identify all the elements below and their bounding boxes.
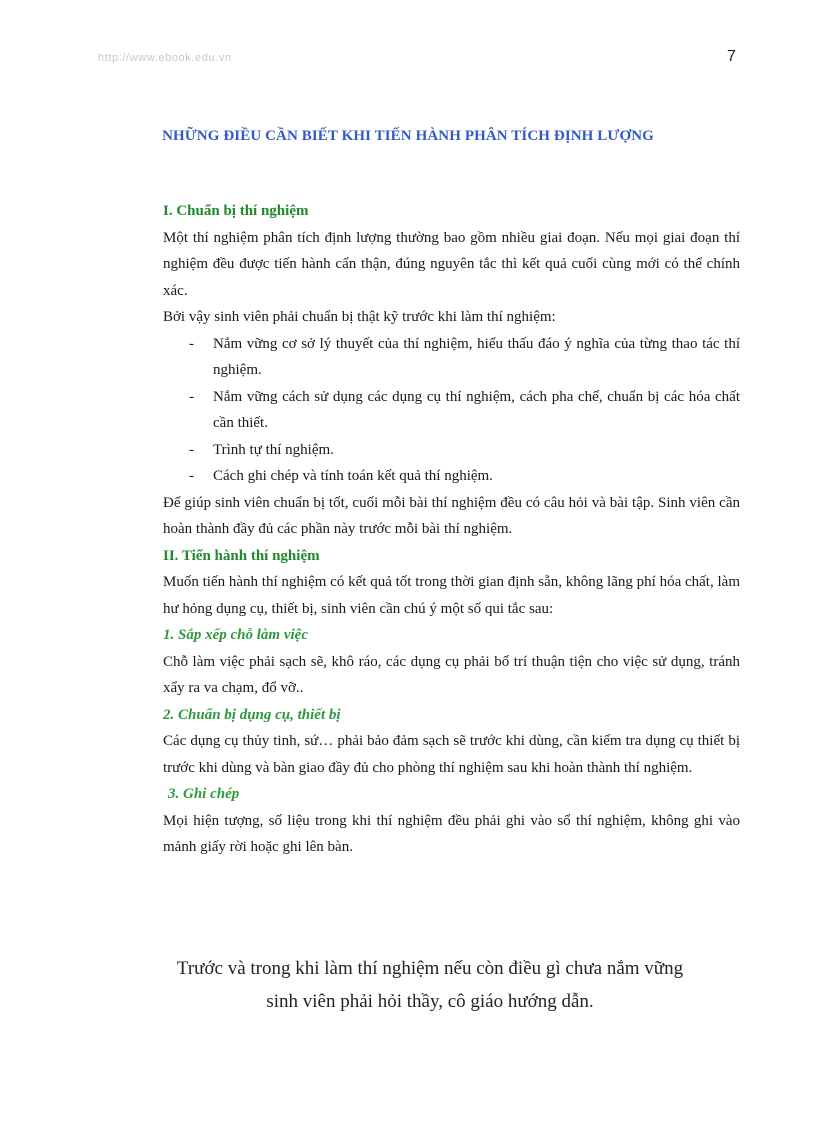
section-1-paragraph-3: Để giúp sinh viên chuẩn bị tốt, cuối mỗi bài thí nghiệm đều có câu hỏi và bài tập. Sinh viên cần hoàn thành đầy đủ các phần này trước mỗi bài thí nghiệm. [163, 494, 740, 537]
page-title: NHỮNG ĐIỀU CẦN BIẾT KHI TIẾN HÀNH PHÂN TÍCH ĐỊNH LƯỢNG [162, 128, 654, 144]
subsection-3-heading: 3. Ghi chép [168, 786, 240, 802]
list-item [189, 463, 740, 490]
subsection-2-text: Các dụng cụ thủy tinh, sứ… phải bảo đảm sạch sẽ trước khi dùng, cần kiểm tra dụng cụ thiết bị trước khi dùng và bàn giao đầy đủ cho phòng thí nghiệm sau khi hoàn thành thí nghiệm. [163, 733, 740, 776]
section-1-paragraph-1 [163, 225, 740, 305]
subsection-3-text: Mọi hiện tượng, số liệu trong khi thí nghiệm đều phải ghi vào sổ thí nghiệm, không ghi vào mảnh giấy rời hoặc ghi lên bàn. [163, 812, 740, 855]
list-marker: - [189, 335, 194, 352]
list-item [189, 437, 740, 464]
list-item-text: Nắm vững cơ sở lý thuyết của thí nghiệm, hiểu thấu đáo ý nghĩa của từng thao tác thí nghiệm. [213, 335, 740, 378]
list-item-text: Cách ghi chép và tính toán kết quả thí nghiệm. [213, 468, 493, 484]
section-1-heading: I. Chuẩn bị thí nghiệm [163, 203, 309, 219]
closing-note [0, 952, 816, 1018]
subsection-1-heading: 1. Sắp xếp chỗ làm việc [163, 627, 308, 643]
page-number: 7 [727, 48, 736, 65]
section-2-intro: Muốn tiến hành thí nghiệm có kết quả tốt trong thời gian định sẵn, không lãng phí hóa chất, làm hư hỏng dụng cụ, thiết bị, sinh viên cần chú ý một số qui tắc sau: [163, 574, 740, 617]
list-marker: - [189, 441, 194, 458]
section-1-paragraph-2: Bởi vậy sinh viên phải chuẩn bị thật kỹ trước khi làm thí nghiệm: [163, 309, 556, 325]
list-marker: - [189, 388, 194, 405]
section-1-paragraph-1-text: Một thí nghiệm phân tích định lượng thường bao gồm nhiều giai đoạn. Nếu mọi giai đoạn thí nghiệm đều được tiến hành cẩn thận, đúng nguyên tắc thì kết quả cuối cùng mới có thể chính xác. [163, 229, 740, 299]
requirements-list [163, 331, 740, 490]
document-body [163, 198, 740, 861]
subsection-2-heading: 2. Chuẩn bị dụng cụ, thiết bị [163, 706, 341, 723]
closing-line-2: sinh viên phải hỏi thầy, cô giáo hướng dẫn. [266, 991, 594, 1012]
list-item [189, 384, 740, 437]
list-item-text: Trình tự thí nghiệm. [213, 441, 334, 458]
closing-line-1: Trước và trong khi làm thí nghiệm nếu còn điều gì chưa nắm vững [176, 958, 684, 979]
subsection-1-text: Chỗ làm việc phải sạch sẽ, khô ráo, các dụng cụ phải bố trí thuận tiện cho việc sử dụng, tránh xẩy ra va chạm, đổ vỡ.. [163, 653, 740, 696]
list-marker: - [189, 468, 194, 484]
list-item-text: Nắm vững cách sử dụng các dụng cụ thí nghiệm, cách pha chế, chuẩn bị các hóa chất cần thiết. [213, 388, 740, 431]
list-item [189, 331, 740, 384]
header-url: http://www.ebook.edu.vn [98, 52, 232, 64]
section-2-heading: II. Tiến hành thí nghiệm [163, 547, 320, 564]
